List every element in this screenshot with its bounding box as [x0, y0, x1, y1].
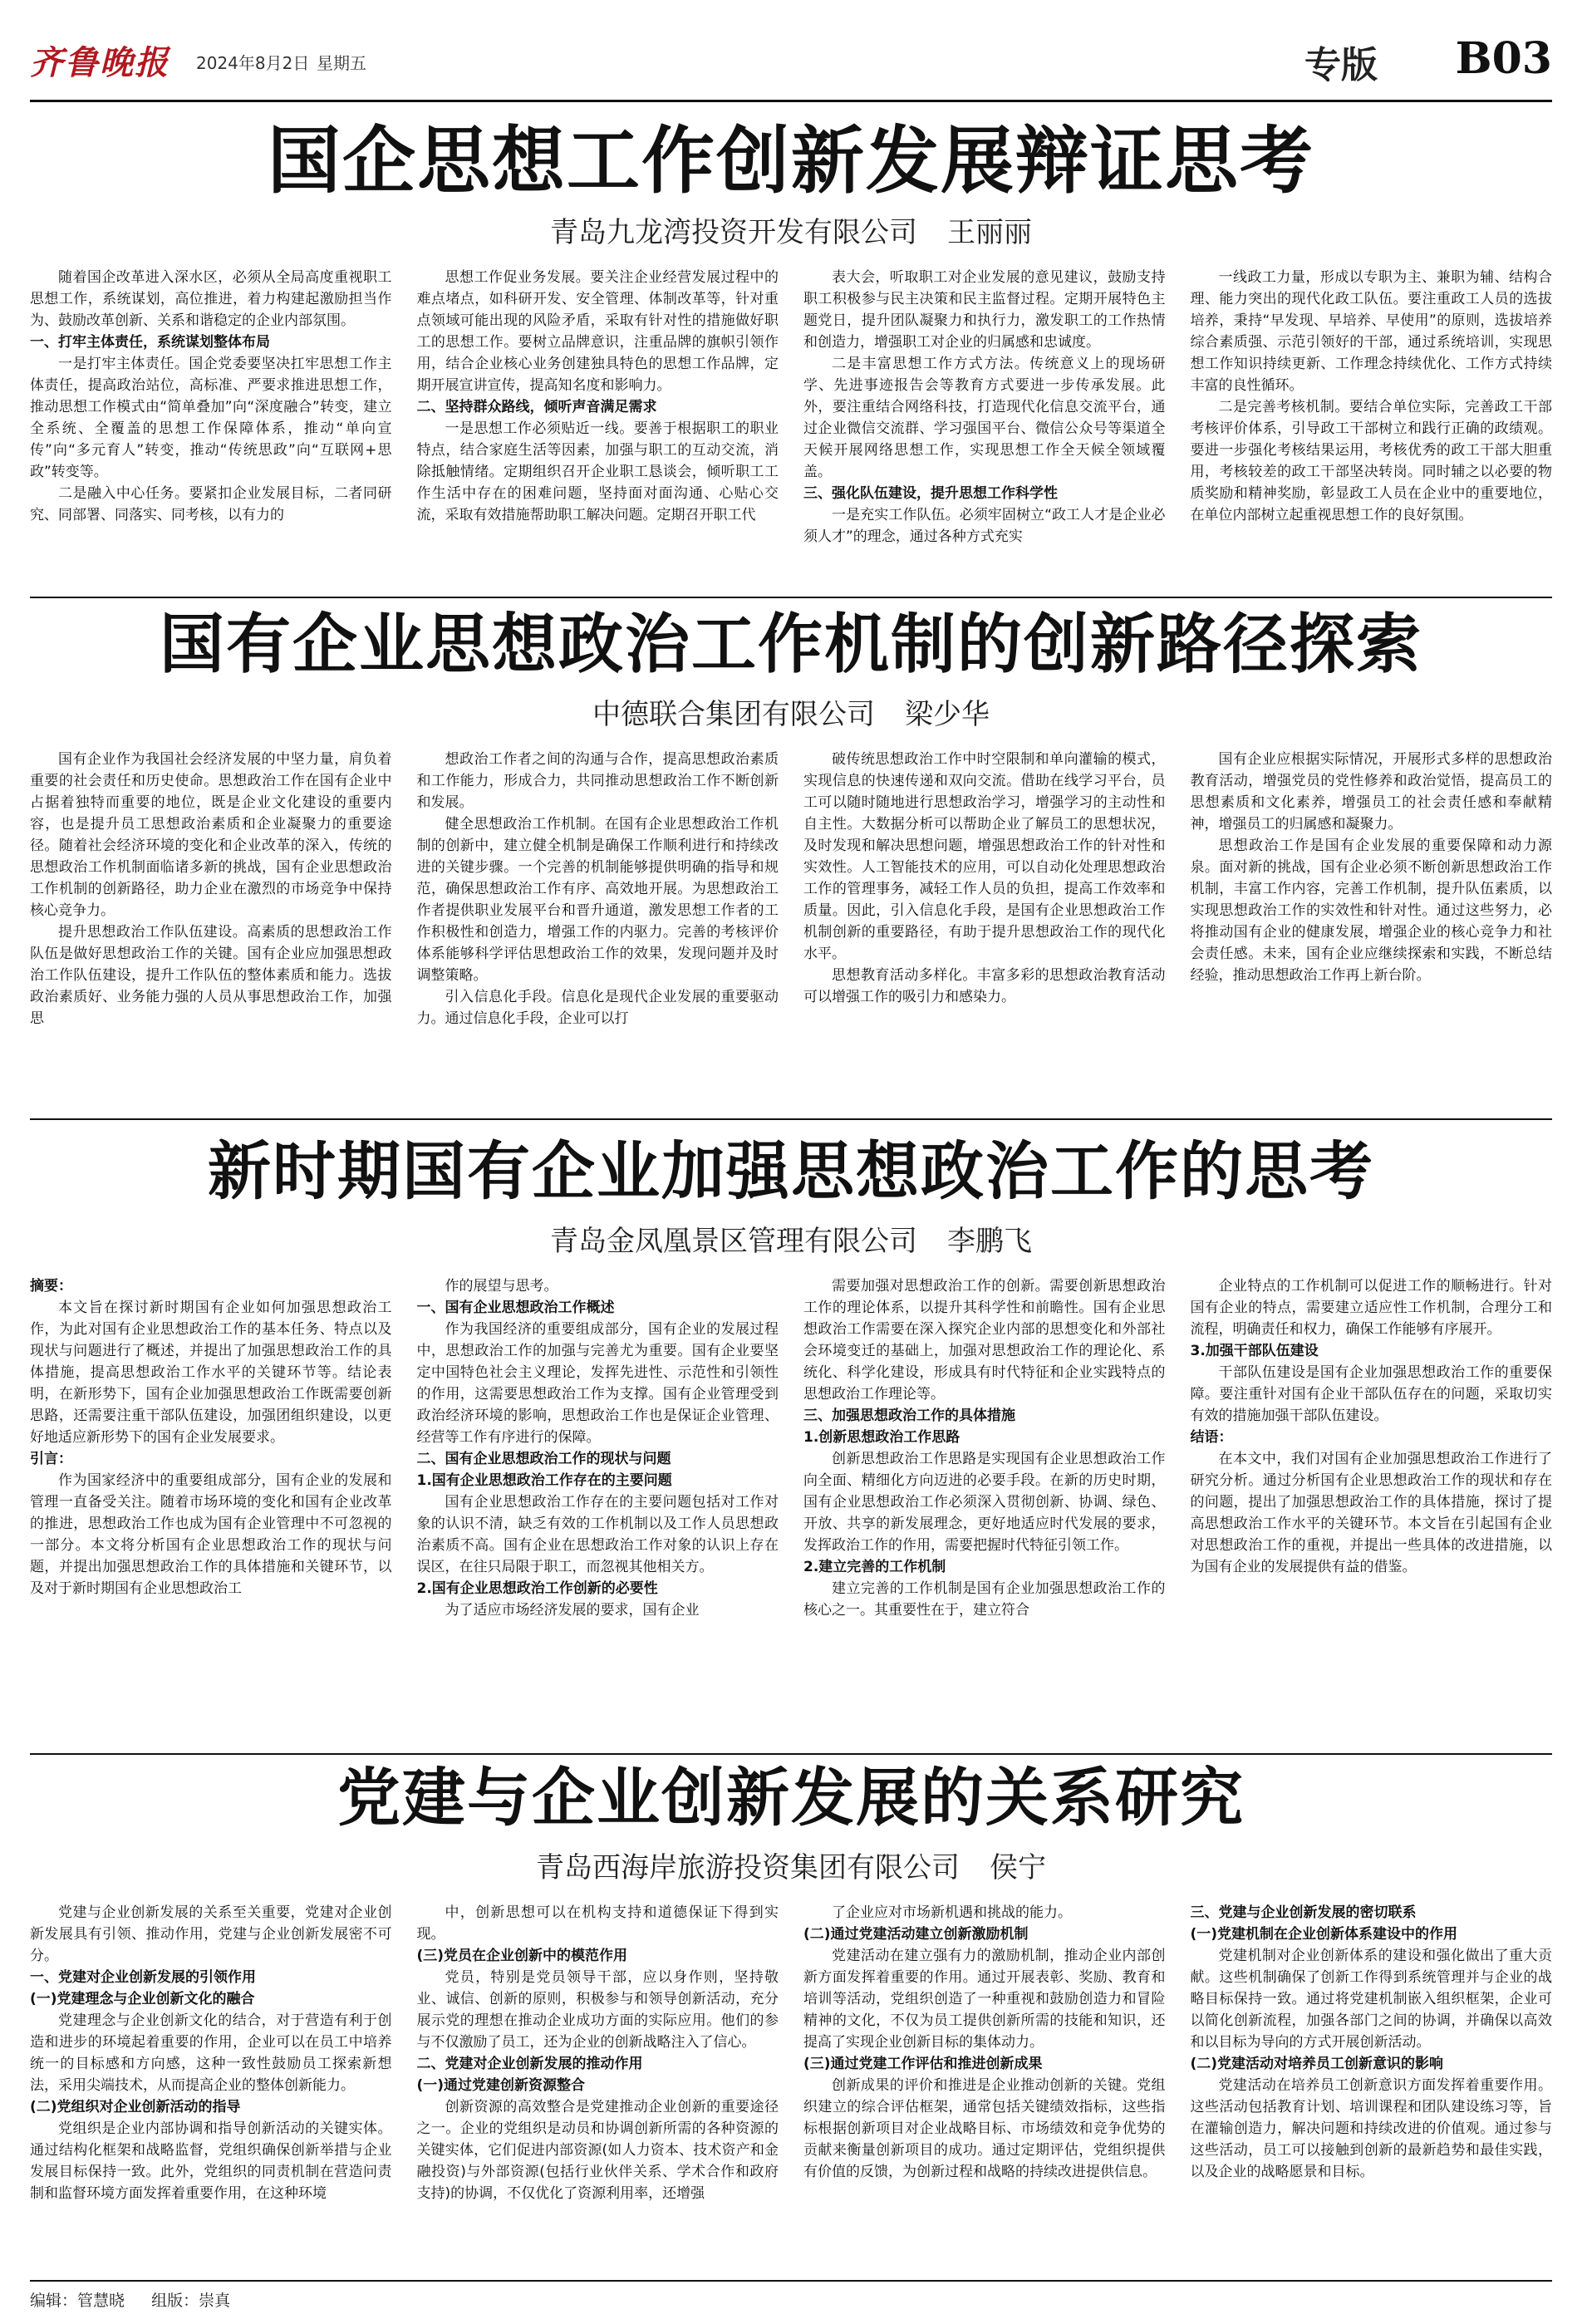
article-divider [30, 1118, 1552, 1120]
article-1 [30, 116, 1552, 587]
subheading: 一、党建对企业创新发展的引领作用 [30, 1969, 256, 1986]
text-column [1191, 1275, 1553, 1707]
subheading: (二)党组织对企业创新活动的指导 [30, 2099, 241, 2115]
subheading: 三、强化队伍建设，提升思想工作科学性 [803, 485, 1058, 502]
paragraph: 企业特点的工作机制可以促进工作的顺畅进行。针对国有企业的特点，需要建立适应性工作机制，合理分工和流程，明确责任和权力，确保工作能够有序展开。 [1190, 1278, 1552, 1338]
paragraph: 作为我国经济的重要组成部分，国有企业的发展过程中，思想政治工作的加强与完善尤为重要。国有企业要坚定中国特色社会主义理论，发挥先进性、示范性和引领性的作用，这需要思想政治工作为支撑。国有企业管理受到政治经济环境的影响，思想政治工作也是保证企业管理、经营等工作有序进行的保障。 [416, 1321, 779, 1446]
paragraph: 了企业应对市场新机遇和挑战的能力。 [832, 1904, 1072, 1921]
paragraph: 建立完善的工作机制是国有企业加强思想政治工作的核心之一。其重要性在于，建立符合 [803, 1580, 1166, 1619]
text-column [803, 267, 1166, 587]
byline-author: 李鹏飞 [947, 1225, 1032, 1258]
section-label: 结语： [1190, 1429, 1233, 1446]
article-body [30, 1275, 1552, 1707]
section-label: 引言： [30, 1451, 72, 1467]
paragraph: 一是充实工作队伍。必须牢固树立“政工人才是企业必须人才”的理念，通过各种方式充实 [803, 507, 1166, 545]
subheading: 一、国有企业思想政治工作概述 [416, 1300, 615, 1316]
subheading: 2.国有企业思想政治工作创新的必要性 [416, 1580, 658, 1597]
newspaper-logo: 齐鲁晚报 [30, 43, 170, 82]
paragraph: 干部队伍建设是国有企业加强思想政治工作的重要保障。要注重针对国有企业干部队伍存在的问题，采取切实有效的措施加强干部队伍建设。 [1190, 1364, 1552, 1424]
paragraph: 本文旨在探讨新时期国有企业如何加强思想政治工作，为此对国有企业思想政治工作的基本任务、特点以及现状与问题进行了概述，并提出了加强思想政治工作的具体措施，提高思想政治工作水平的关键环节等。结论表明，在新形势下，国有企业加强思想政治工作既需要创新思路，还需要注重干部队伍建设，加强团组织建设，以更好地适应新形势下的国有企业发展要求。 [30, 1300, 392, 1446]
paragraph: 创新思想政治工作思路是实现国有企业思想政治工作向全面、精细化方向迈进的必要手段。在新的历史时期，国有企业思想政治工作必须深入贯彻创新、协调、绿色、开放、共享的新发展理念，更好地适应时代发展的要求，发挥政治工作的作用，需要把握时代特征引领工作。 [803, 1451, 1166, 1554]
subheading: 3.加强干部队伍建设 [1190, 1343, 1319, 1359]
text-column [417, 267, 779, 587]
paragraph: 党组织是企业内部协调和指导创新活动的关键实体。通过结构化框架和战略监督，党组织确保创新举措与企业发展目标保持一致。此外，党组织的同责机制在营造问责制和监督环境方面发挥着重要作用，在这种环境 [30, 2120, 392, 2202]
page-footer [30, 2280, 1552, 2311]
paragraph: 一是思想工作必须贴近一线。要善于根据职工的职业特点，结合家庭生活等因素，加强与职工的互动交流，消除抵触情绪。定期组织召开企业职工恳谈会，倾听职工工作生活中存在的困难问题，坚持面对面沟通、心贴心交流，采取有效措施帮助职工解决问题。定期召开职工代 [416, 420, 779, 523]
paragraph: 创新资源的高效整合是党建推动企业创新的重要途径之一。企业的党组织是动员和协调创新所需的各种资源的关键实体，它们促进内部资源(如人力资本、技术资产和金融投资)与外部资源(包括行业伙伴关系、学术合作和政府支持)的协调，不仅优化了资源利用率，还增强 [416, 2099, 779, 2202]
text-column [1191, 1902, 1553, 2231]
paragraph: 表大会，听取职工对企业发展的意见建议，鼓励支持职工积极参与民主决策和民主监督过程。定期开展特色主题党日，提升团队凝聚力和执行力，激发职工的工作热情和创造力，增强职工对企业的归属感和忠诚度。 [803, 269, 1166, 351]
paragraph: 党建活动在建立强有力的激励机制，推动企业内部创新方面发挥着重要的作用。通过开展表彰、奖励、教育和培训等活动，党组织创造了一种重视和鼓励创造力和冒险精神的文化，不仅为员工提供创新所需的技能和知识，还提高了实现企业创新目标的集体动力。 [803, 1948, 1166, 2051]
subheading: 2.建立完善的工作机制 [803, 1559, 946, 1575]
issue-date: 2024年8月2日 [196, 53, 310, 73]
paragraph: 思想工作促业务发展。要关注企业经营发展过程中的难点堵点，如科研开发、安全管理、体制改革等，针对重点领域可能出现的风险矛盾，采取有针对性的措施做好职工的思想工作。要树立品牌意识，注重品牌的旗帜引领作用，结合企业核心业务创建独具特色的思想工作品牌，定期开展宣讲宣传，提高知名度和影响力。 [416, 269, 779, 394]
paragraph: 作为国家经济中的重要组成部分，国有企业的发展和管理一直备受关注。随着市场环境的变化和国有企业改革的推进，思想政治工作也成为国有企业管理中不可忽视的一部分。本文将分析国有企业思想政治工作的现状与问题，并提出加强思想政治工作的具体措施和关键环节，以及对于新时期国有企业思想政治工 [30, 1472, 392, 1597]
byline [30, 1218, 1552, 1259]
article-body [30, 1902, 1552, 2231]
article-divider [30, 1753, 1552, 1755]
subheading: (二)通过党建活动建立创新激励机制 [803, 1926, 1029, 1943]
masthead [30, 25, 1552, 102]
subheading: 二、党建对企业创新发展的推动作用 [416, 2056, 643, 2072]
paragraph: 健全思想政治工作机制。在国有企业思想政治工作机制的创新中，建立健全机制是确保工作顺利进行和持续改进的关键步骤。一个完善的机制能够提供明确的指导和规范，确保思想政治工作有序、高效地开展。为思想政治工作者提供职业发展平台和晋升通道，激发思想工作者的工作积极性和创造力，增强工作的内驱力。完善的考核评价体系能够科学评估思想政治工作的效果，发现问题并及时调整策略。 [416, 816, 779, 984]
text-column [803, 749, 1166, 1078]
paragraph: 党建理念与企业创新文化的结合，对于营造有利于创造和进步的环境起着重要的作用，企业可以在员工中培养统一的目标感和方向感，这种一致性鼓励员工探索新想法，采用尖端技术，从而提高企业的整体创新能力。 [30, 2012, 392, 2094]
byline-org: 青岛九龙湾投资开发有限公司 [550, 216, 917, 249]
byline-org: 中德联合集团有限公司 [592, 698, 875, 731]
text-column [30, 267, 392, 587]
text-column [1191, 267, 1553, 587]
paragraph: 一是打牢主体责任。国企党委要坚决扛牢思想工作主体责任，提高政治站位，高标准、严要求推进思想工作，推动思想工作模式由“简单叠加”向“深度融合”转变，建立全系统、全覆盖的思想工作保障体系，推动“单向宣传”向“多元育人”转变，推动“传统思政”向“互联网+思政”转变等。 [30, 356, 392, 480]
paragraph: 引入信息化手段。信息化是现代企业发展的重要驱动力。通过信息化手段，企业可以打 [416, 989, 779, 1027]
subheading: 二、坚持群众路线，倾听声音满足需求 [416, 399, 657, 415]
paragraph: 作的展望与思考。 [445, 1278, 558, 1295]
text-column [30, 749, 392, 1078]
article-body [30, 267, 1552, 587]
subheading: (一)党建理念与企业创新文化的融合 [30, 1991, 255, 2007]
paragraph: 二是丰富思想工作方式方法。传统意义上的现场研学、先进事迹报告会等教育方式要进一步传承发展。此外，要注重结合网络科技，打造现代化信息交流平台，通过企业微信交流群、学习强国平台、微信公众号等渠道全天候开展网络思想工作，实现思想工作全天候全领域覆盖。 [803, 356, 1166, 480]
text-column [417, 749, 779, 1078]
text-column [30, 1902, 392, 2231]
subheading: 三、加强思想政治工作的具体措施 [803, 1408, 1015, 1424]
text-column [417, 1902, 779, 2231]
byline-author: 王丽丽 [947, 216, 1032, 249]
paragraph: 想政治工作者之间的沟通与合作，提高思想政治素质和工作能力，形成合力，共同推动思想政治工作不断创新和发展。 [416, 751, 779, 811]
paragraph: 党建活动在培养员工创新意识方面发挥着重要作用。这些活动包括教育计划、培训课程和团队建设练习等，旨在灌输创造力，解决问题和持续改进的价值观。通过参与这些活动，员工可以接触到创新的最新趋势和最佳实践，以及企业的战略愿景和目标。 [1190, 2077, 1552, 2180]
byline-author: 侯宁 [990, 1851, 1046, 1884]
paragraph: 党员，特别是党员领导干部，应以身作则，坚持敬业、诚信、创新的原则，积极参与和领导创新活动，充分展示党的理想在推动企业成功方面的实际应用。他们的参与不仅激励了员工，还为企业的创新战略注入了信心。 [416, 1969, 779, 2051]
subheading: (三)党员在企业创新中的模范作用 [416, 1948, 628, 1964]
section-label: 摘要： [30, 1278, 72, 1295]
paragraph: 中，创新思想可以在机构支持和道德保证下得到实现。 [416, 1904, 779, 1943]
subheading: 1.创新思想政治工作思路 [803, 1429, 960, 1446]
subheading: 三、党建与企业创新发展的密切联系 [1190, 1904, 1417, 1921]
paragraph: 随着国企改革进入深水区，必须从全局高度重视职工思想工作，系统谋划，高位推进，着力构建起激励担当作为、鼓励改革创新、关系和谐稳定的企业内部氛围。 [30, 269, 392, 329]
byline-author: 梁少华 [905, 698, 990, 731]
text-column [417, 1275, 779, 1707]
footer-layout: 组版：崇真 [151, 2292, 231, 2310]
subheading: (一)党建机制在企业创新体系建设中的作用 [1190, 1926, 1458, 1943]
paragraph: 提升思想政治工作队伍建设。高素质的思想政治工作队伍是做好思想政治工作的关键。国有企业应加强思想政治工作队伍建设，提升工作队伍的整体素质和能力。选拔政治素质好、业务能力强的人员从事思想政治工作，加强思 [30, 924, 392, 1027]
text-column [1191, 749, 1553, 1078]
article-divider [30, 597, 1552, 598]
article-title: 新时期国有企业加强思想政治工作的思考 [208, 1134, 1374, 1208]
article-title: 党建与企业创新发展的关系研究 [337, 1761, 1245, 1835]
subheading: 1.国有企业思想政治工作存在的主要问题 [416, 1472, 672, 1489]
byline-org: 青岛西海岸旅游投资集团有限公司 [536, 1851, 960, 1884]
article-4 [30, 1757, 1552, 2231]
subheading: 二、国有企业思想政治工作的现状与问题 [416, 1451, 671, 1467]
footer-editor: 编辑：管慧晓 [30, 2292, 125, 2310]
paragraph: 二是完善考核机制。要结合单位实际，完善政工干部考核评价体系，引导政工干部树立和践行正确的政绩观。要进一步强化考核结果运用，考核优秀的政工干部大胆重用，考核较差的政工干部坚决转岗。同时辅之以必要的物质奖励和精神奖励，彰显政工人员在企业中的重要地位，在单位内部树立起重视思想工作的良好氛围。 [1190, 399, 1552, 523]
subheading: (一)通过党建创新资源整合 [416, 2077, 586, 2094]
byline [30, 209, 1552, 250]
section-name: 专版 [1304, 44, 1378, 86]
page-code: B03 [1455, 33, 1552, 84]
paragraph: 国有企业作为我国社会经济发展的中坚力量，肩负着重要的社会责任和历史使命。思想政治工作在国有企业中占据着独特而重要的地位，既是企业文化建设的重要内容，也是提升员工思想政治素质和企业凝聚力的重要途径。随着社会经济环境的变化和企业改革的深入，传统的思想政治工作机制面临诸多新的挑战，国有企业思想政治工作机制的创新路径，助力企业在激烈的市场竞争中保持核心竞争力。 [30, 751, 392, 919]
paragraph: 思想教育活动多样化。丰富多彩的思想政治教育活动可以增强工作的吸引力和感染力。 [803, 967, 1166, 1005]
paragraph: 二是融入中心任务。要紧扣企业发展目标，二者同研究、同部署、同落实、同考核，以有力的 [30, 485, 392, 523]
text-column [803, 1275, 1166, 1707]
paragraph: 需要加强对思想政治工作的创新。需要创新思想政治工作的理论体系，以提升其科学性和前瞻性。国有企业思想政治工作需要在深入探究企业内部的思想变化和外部社会环境变迁的基础上，加强对思想政治工作的理论化、系统化、科学化建设，形成具有时代特征和企业实践特点的思想政治工作理论等。 [803, 1278, 1166, 1403]
paragraph: 为了适应市场经济发展的要求，国有企业 [445, 1602, 700, 1619]
paragraph: 国有企业思想政治工作存在的主要问题包括对工作对象的认识不清，缺乏有效的工作机制以及工作人员思想政治素质不高。国有企业在思想政治工作对象的认识上存在误区，在往只局限于职工，而忽视其他相关方。 [416, 1494, 779, 1575]
subheading: (三)通过党建工作评估和推进创新成果 [803, 2056, 1043, 2072]
text-column [803, 1902, 1166, 2231]
paragraph: 思想政治工作是国有企业发展的重要保障和动力源泉。面对新的挑战，国有企业必须不断创新思想政治工作机制，丰富工作内容，完善工作机制，提升队伍素质，以实现思想政治工作的实效性和针对性。通过这些努力，必将推动国有企业的健康发展，增强企业的核心竞争力和社会责任感。未来，国有企业应继续探索和实践，不断总结经验，推动思想政治工作再上新台阶。 [1190, 838, 1552, 984]
subheading: 一、打牢主体责任，系统谋划整体布局 [30, 334, 270, 351]
paragraph: 创新成果的评价和推进是企业推动创新的关键。党组织建立的综合评估框架，通常包括关键绩效指标，这些指标根据创新项目对企业战略目标、市场绩效和竞争优势的贡献来衡量创新项目的成功。通过定期评估，党组织提供有价值的反馈，为创新过程和战略的持续改进提供信息。 [803, 2077, 1166, 2180]
paragraph: 党建机制对企业创新体系的建设和强化做出了重大贡献。这些机制确保了创新工作得到系统管理并与企业的战略目标保持一致。通过将党建机制嵌入组织框架，企业可以简化创新流程，加强各部门之间的协调，并确保以高效和以目标为导向的方式开展创新活动。 [1190, 1948, 1552, 2051]
article-2 [30, 603, 1552, 1078]
subheading: (二)党建活动对培养员工创新意识的影响 [1190, 2056, 1444, 2072]
article-body [30, 749, 1552, 1078]
paragraph: 在本文中，我们对国有企业加强思想政治工作进行了研究分析。通过分析国有企业思想政治工作的现状和存在的问题，提出了加强思想政治工作的具体措施，探讨了提高思想政治工作水平的关键环节。本文旨在引起国有企业对思想政治工作的重视，并提出一些具体的改进措施，以为国有企业的发展提供有益的借鉴。 [1190, 1451, 1552, 1575]
paragraph: 党建与企业创新发展的关系至关重要，党建对企业创新发展具有引领、推动作用，党建与企业创新发展密不可分。 [30, 1904, 392, 1964]
paragraph: 国有企业应根据实际情况，开展形式多样的思想政治教育活动，增强党员的党性修养和政治觉悟，提高员工的思想素质和文化素养，增强员工的社会责任感和奉献精神，增强员工的归属感和凝聚力。 [1190, 751, 1552, 833]
article-3 [30, 1130, 1552, 1707]
article-title: 国企思想工作创新发展辩证思考 [267, 117, 1314, 204]
byline [30, 691, 1552, 732]
byline-org: 青岛金凤凰景区管理有限公司 [550, 1225, 917, 1258]
paragraph: 破传统思想政治工作中时空限制和单向灌输的模式，实现信息的快速传递和双向交流。借助在线学习平台，员工可以随时随地进行思想政治学习，增强学习的主动性和自主性。大数据分析可以帮助企业了解员工的思想状况，及时发现和解决思想问题，增强思想政治工作的针对性和实效性。人工智能技术的应用，可以自动化处理思想政治工作的管理事务，减轻工作人员的负担，提高工作效率和质量。因此，引入信息化手段，是国有企业思想政治工作机制创新的重要路径，有助于提升思想政治工作的现代化水平。 [803, 751, 1166, 962]
issue-weekday: 星期五 [317, 53, 366, 73]
article-title: 国有企业思想政治工作机制的创新路径探索 [159, 607, 1422, 682]
byline [30, 1845, 1552, 1885]
paragraph: 一线政工力量，形成以专职为主、兼职为辅、结构合理、能力突出的现代化政工队伍。要注重政工人员的选拔培养，秉持“早发现、早培养、早使用”的原则，选拔培养综合素质强、示范引领好的干部，通过系统培训，实现思想工作知识持续更新、工作理念持续优化、工作方式持续丰富的良性循环。 [1190, 269, 1552, 394]
text-column [30, 1275, 392, 1707]
